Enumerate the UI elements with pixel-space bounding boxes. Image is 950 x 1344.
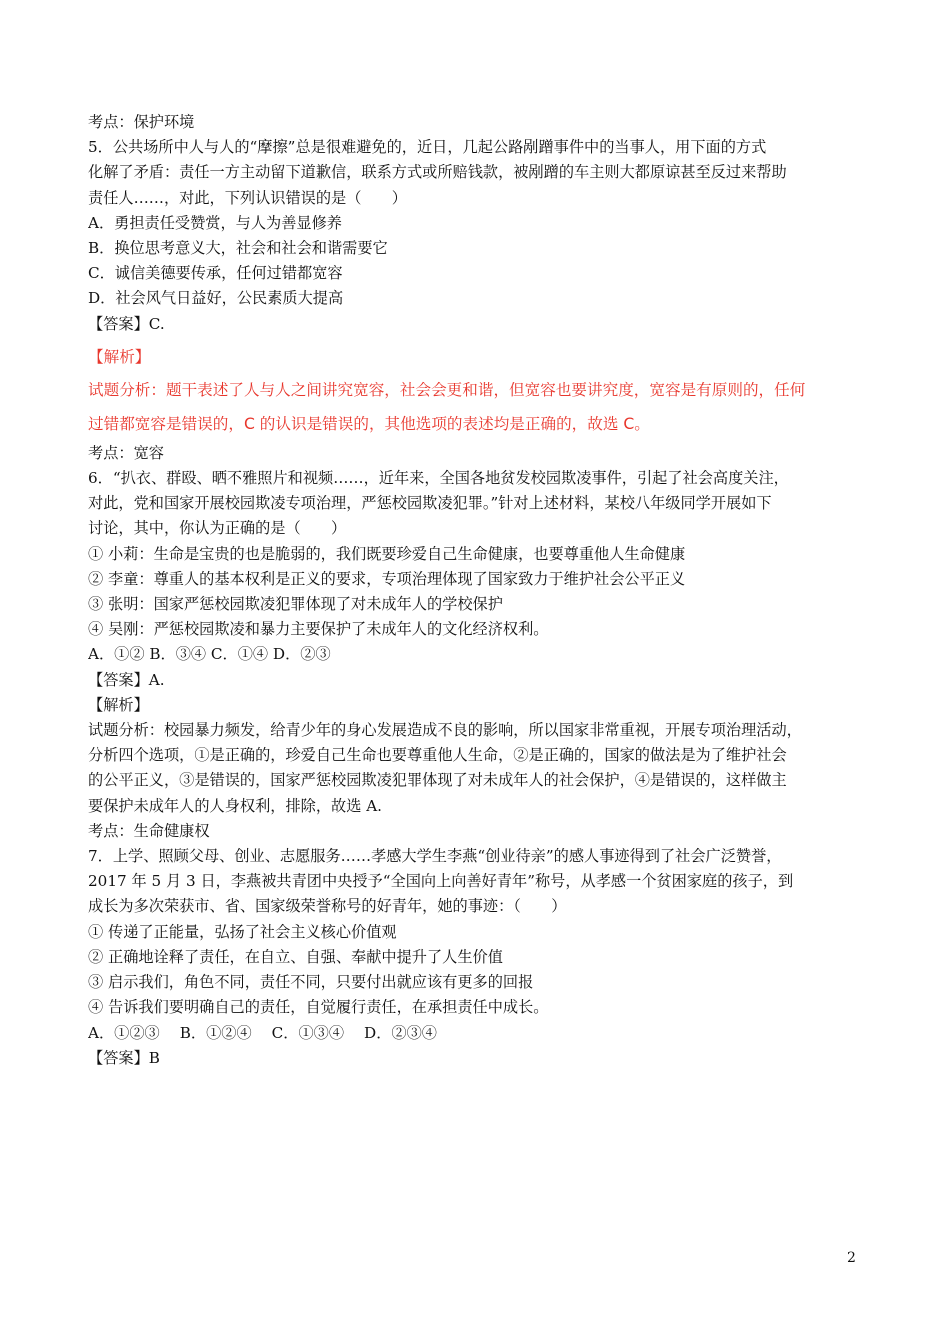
q5-kaodian: 考点：宽容: [88, 443, 164, 462]
q7-statement-4: ④ 告诉我们要明确自己的责任，自觉履行责任，在承担责任中成长。: [88, 998, 549, 1017]
q5-stem-line: 化解了矛盾：责任一方主动留下道歉信，联系方式或所赔钱款，被剐蹭的车主则大都原谅甚至反过来帮助: [88, 163, 787, 182]
q7-stem-line: 2017 年 5 月 3 日，李燕被共青团中央授予“全国向上向善好青年”称号，从孝感一个贫困家庭的孩子，到: [88, 872, 794, 891]
q5-stem-line: 5．公共场所中人与人的“摩擦”总是很难避免的，近日，几起公路剐蹭事件中的当事人，用下面的方式: [88, 138, 767, 157]
page-number: 2: [847, 1250, 856, 1266]
q5-analysis-heading: 【解析】: [88, 347, 151, 366]
page-content: [88, 110, 868, 1071]
q5-analysis-line: 过错都宽容是错误的，C 的认识是错误的，其他选项的表述均是正确的，故选 C。: [88, 414, 650, 433]
q6-statement-4: ④ 吴刚：严惩校园欺凌和暴力主要保护了未成年人的文化经济权利。: [88, 620, 549, 639]
question-6: [88, 466, 868, 844]
q6-options: A．①② B．③④ C．①④ D．②③: [88, 645, 331, 664]
q6-answer: 【答案】A.: [88, 670, 165, 689]
q6-analysis-line: 试题分析：校园暴力频发，给青少年的身心发展造成不良的影响，所以国家非常重视，开展专项治理活动，: [88, 721, 802, 740]
q7-statement-1: ① 传递了正能量，弘扬了社会主义核心价值观: [88, 922, 397, 941]
q7-stem-line: 7．上学、照顾父母、创业、志愿服务……孝感大学生李燕“创业待亲”的感人事迹得到了社会广泛赞誉，: [88, 847, 782, 866]
q6-analysis-heading: 【解析】: [88, 695, 149, 714]
q6-statement-3: ③ 张明：国家严惩校园欺凌犯罪体现了对未成年人的学校保护: [88, 595, 503, 614]
q4-kaodian: 考点：保护环境: [88, 113, 195, 131]
q5-option-c: C．诚信美德要传承，任何过错都宽容: [88, 264, 343, 283]
q5-option-d: D．社会风气日益好，公民素质大提高: [88, 289, 344, 308]
q7-stem-line: 成长为多次荣获市、省、国家级荣誉称号的好青年，她的事迹：（ ）: [88, 897, 567, 916]
q7-options: A．①②③ B．①②④ C．①③④ D．②③④: [88, 1023, 437, 1042]
q5-stem-line: 责任人……，对此，下列认识错误的是（ ）: [88, 188, 407, 207]
q6-analysis-line: 分析四个选项，①是正确的，珍爱自己生命也要尊重他人生命，②是正确的，国家的做法是为了维护社会: [88, 746, 787, 765]
q6-analysis-line: 要保护未成年人的人身权利，排除，故选 A.: [88, 796, 382, 815]
q7-statement-3: ③ 启示我们，角色不同，责任不同，只要付出就应该有更多的回报: [88, 973, 534, 992]
q5-answer: 【答案】C.: [88, 314, 165, 333]
q6-kaodian: 考点：生命健康权: [88, 821, 210, 840]
q6-stem-line: 讨论，其中，你认为正确的是（ ）: [88, 519, 347, 538]
q6-statement-2: ② 李童：尊重人的基本权利是正义的要求，专项治理体现了国家致力于维护社会公平正义: [88, 569, 686, 588]
q5-analysis-line: 试题分析：题干表述了人与人之间讲究宽容，社会会更和谐，但宽容也要讲究度，宽容是有原则的，任何: [88, 380, 806, 399]
question-7: [88, 844, 868, 1071]
q5-option-a: A．勇担责任受赞赏，与人为善显修养: [88, 213, 342, 232]
q6-analysis-line: 的公平正义，③是错误的，国家严惩校园欺凌犯罪体现了对未成年人的社会保护，④是错误的，这样做主: [88, 771, 787, 790]
q6-statement-1: ① 小莉：生命是宝贵的也是脆弱的，我们既要珍爱自己生命健康，也要尊重他人生命健康: [88, 544, 686, 563]
question-5: [88, 135, 868, 466]
q7-answer: 【答案】B: [88, 1048, 160, 1067]
q7-statement-2: ② 正确地诠释了责任，在自立、自强、奉献中提升了人生价值: [88, 947, 503, 966]
q6-stem-line: 对此，党和国家开展校园欺凌专项治理，严惩校园欺凌犯罪。”针对上述材料，某校八年级同学开展如下: [88, 494, 772, 513]
q5-option-b: B．换位思考意义大，社会和社会和谐需要它: [88, 239, 388, 258]
q6-stem-line: 6．“扒衣、群殴、晒不雅照片和视频……，近年来，全国各地贫发校园欺凌事件，引起了社会高度关注，: [88, 469, 789, 488]
